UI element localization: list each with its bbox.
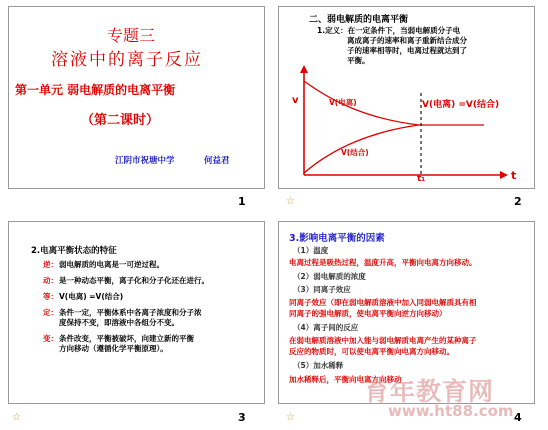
series-ionization-curve xyxy=(304,81,419,125)
slide-1 xyxy=(8,6,265,189)
feature-key-equal: 等： xyxy=(43,292,58,301)
section-heading: 二、弱电解质的电离平衡 xyxy=(309,15,409,25)
factor-common-ion: （3）同离子效应 xyxy=(293,285,351,294)
dilution-effect: 加水稀释后，平衡向电离方向移动 xyxy=(289,375,402,384)
feature-text-change-1: 条件改变，平衡被破坏，向建立新的平衡 xyxy=(59,334,194,343)
slide-title: 溶液中的离子反应 xyxy=(51,50,203,70)
definition-line-3: 子的速率相等时，电离过程就达到了 xyxy=(347,46,467,55)
slide-3 xyxy=(8,221,265,404)
topic-title: 专题三 xyxy=(107,26,156,45)
watermark-brand: 育年教育网 xyxy=(364,377,495,406)
slide-2 xyxy=(278,6,535,189)
feature-text-constant-2: 度保持不变，即溶液中各组分不变。 xyxy=(59,318,179,327)
equilibrium-equation: V(电离) =V(结合) xyxy=(422,100,500,110)
common-ion-effect-1: 同离子效应（即在弱电解质溶液中加入同弱电解质具有相 xyxy=(289,298,477,307)
temperature-effect: 电离过程是吸热过程，温度升高，平衡向电离方向移动。 xyxy=(289,258,477,267)
x-axis-arrow xyxy=(500,171,508,179)
definition-line-2: 离成离子的速率和离子重新结合成分 xyxy=(347,36,467,45)
definition-line-4: 平衡。 xyxy=(347,56,370,65)
feature-key-reversible: 逆： xyxy=(43,260,58,269)
feature-text-constant-1: 条件一定，平衡体系中各离子浓度和分子浓 xyxy=(59,308,202,317)
section-heading: 3.影响电离平衡的因素 xyxy=(289,233,385,244)
ion-reaction-effect-2: 反应的物质时，可以使电离平衡向电离方向移动。 xyxy=(289,347,454,356)
feature-text-change-2: 方向移动（遵循化学平衡原理）。 xyxy=(59,344,168,353)
feature-text-reversible: 弱电解质的电离是一可逆过程。 xyxy=(59,260,164,269)
definition-line-1: 1.定义：在一定条件下，当弱电解质分子电 xyxy=(317,26,461,35)
page-number-2: 2 xyxy=(514,195,522,208)
common-ion-effect-2: 同离子的强电解质，使电离平衡向逆方向移动） xyxy=(289,309,447,318)
factor-ion-reaction: （4）离子间的反应 xyxy=(293,323,359,332)
x-axis-label: t xyxy=(511,169,517,182)
section-heading: 2.电离平衡状态的特征 xyxy=(31,246,117,256)
factor-concentration: （2）弱电解质的浓度 xyxy=(293,272,366,281)
lesson-label: （第二课时） xyxy=(81,113,160,128)
series-combination-label: V(结合) xyxy=(341,148,369,157)
feature-key-constant: 定： xyxy=(43,308,58,317)
ion-reaction-effect-1: 在弱电解质溶液中加入能与弱电解质电离产生的某种离子 xyxy=(289,336,477,345)
star-icon: ☆ xyxy=(286,196,295,207)
factor-dilution: （5）加水稀释 xyxy=(293,361,344,370)
feature-key-dynamic: 动： xyxy=(43,276,58,285)
school-name: 江阴市祝塘中学 xyxy=(115,156,175,166)
y-axis-arrow xyxy=(300,65,308,73)
page-number-3: 3 xyxy=(238,411,246,424)
page-number-4: 4 xyxy=(514,411,522,424)
unit-title: 第一单元 弱电解质的电离平衡 xyxy=(15,83,176,97)
factor-temperature: （1）温度 xyxy=(293,246,329,255)
feature-text-dynamic: 是一种动态平衡，离子化和分子化还在进行。 xyxy=(59,276,209,285)
star-icon: ☆ xyxy=(286,412,295,423)
page-number-1: 1 xyxy=(238,195,246,208)
y-axis-label: v xyxy=(292,95,299,106)
author-name: 何益君 xyxy=(204,156,230,166)
feature-text-equal: V(电离) =V(结合) xyxy=(59,292,124,301)
t1-label: t₁ xyxy=(417,174,426,184)
star-icon: ☆ xyxy=(12,412,21,423)
watermark-url: www.ht88.com xyxy=(388,402,514,420)
series-ionization-label: V(电离) xyxy=(329,98,357,107)
feature-key-change: 变： xyxy=(43,334,58,343)
